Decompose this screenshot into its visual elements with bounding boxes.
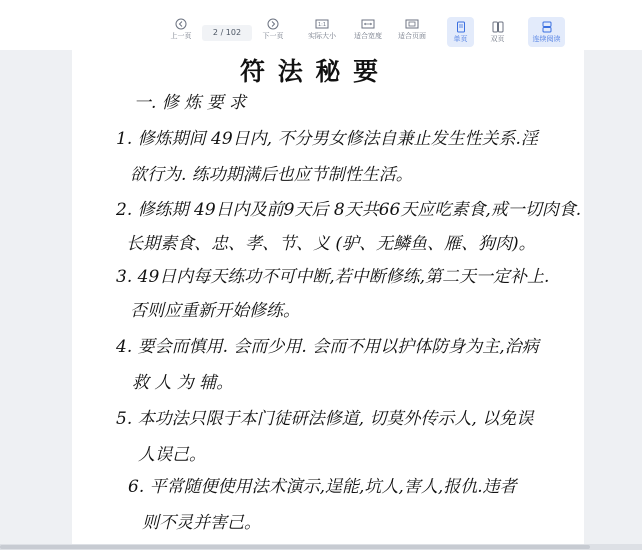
page-total: / 102 (220, 28, 242, 37)
next-page-button[interactable] (258, 18, 288, 48)
text-line: 救 人 为 辅。 (132, 373, 234, 393)
fit-width-button[interactable] (350, 18, 386, 48)
fit-page-icon (405, 18, 419, 30)
double-page-label: 双页 (490, 35, 505, 43)
fit-page-label: 适合页面 (398, 32, 426, 40)
text-line: 欲行为. 练功期满后也应节制性生活。 (130, 165, 413, 185)
page-title: 符 法 秘 要 (240, 57, 381, 86)
text-line: 6. 平常随便使用法术演示,逞能,坑人,害人,报仇.违者 (128, 477, 517, 497)
text-line: 3. 49日内每天练功不可中断,若中断修练,第二天一定补上. (116, 267, 550, 287)
document-page (72, 50, 584, 544)
text-line: 4. 要会而慎用. 会而少用. 会而不用以护体防身为主,治病 (116, 337, 539, 357)
fit-page-button[interactable] (394, 18, 430, 48)
text-line: 长期素食、忠、孝、节、义 (驴、无鳞鱼、雁、狗肉)。 (126, 234, 536, 254)
text-line: 人误己。 (138, 445, 206, 465)
document-viewer[interactable] (0, 50, 642, 544)
double-page-toggle[interactable] (484, 17, 511, 47)
text-line: 否则应重新开始修练。 (130, 301, 300, 321)
text-line: 1. 修炼期间 49日内, 不分男女修法自兼止发生性关系.淫 (116, 129, 538, 149)
svg-text:1:1: 1:1 (317, 22, 327, 29)
fit-width-icon (361, 18, 375, 30)
viewer-toolbar (0, 0, 642, 50)
single-page-icon (455, 21, 467, 33)
section-heading: 一. 修 炼 要 求 (134, 93, 247, 113)
prev-page-label: 上一页 (170, 32, 192, 40)
chevron-right-circle-icon (267, 18, 279, 30)
prev-page-button[interactable] (166, 18, 196, 48)
text-line: 则不灵并害己。 (142, 513, 261, 533)
double-page-icon (492, 21, 504, 33)
continuous-reading-toggle[interactable] (528, 17, 565, 47)
single-page-toggle[interactable] (447, 17, 474, 47)
next-page-label: 下一页 (262, 32, 284, 40)
page-current[interactable]: 2 (212, 28, 219, 37)
actual-size-button[interactable] (304, 18, 340, 48)
continuous-reading-label: 连续阅读 (532, 35, 561, 43)
single-page-label: 单页 (453, 35, 468, 43)
actual-size-label: 实际大小 (308, 32, 336, 40)
chevron-left-circle-icon (175, 18, 187, 30)
horizontal-scrollbar[interactable] (0, 544, 642, 550)
continuous-reading-icon (541, 21, 553, 33)
scrollbar-thumb[interactable] (0, 545, 590, 549)
actual-size-icon (315, 18, 329, 30)
text-line: 2. 修练期 49日内及前9天后 8天共66天应吃素食,戒一切肉食. (116, 200, 582, 220)
fit-width-label: 适合宽度 (354, 32, 382, 40)
page-indicator[interactable] (202, 25, 252, 41)
text-line: 5. 本功法只限于本门徒研法修道, 切莫外传示人, 以免误 (116, 409, 534, 429)
